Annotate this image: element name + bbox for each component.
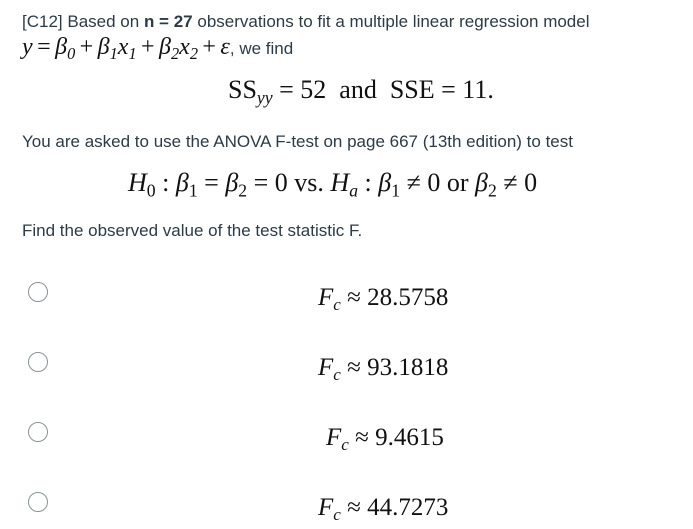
ss-yy: $SS_{yy}$	[228, 75, 273, 108]
choice-4-value: $F_c \approx 44.7273$	[318, 494, 449, 525]
intro-text-1: Based on	[67, 12, 140, 31]
ha-colon: :	[364, 168, 372, 197]
h0: $H_0$	[128, 168, 156, 201]
choice-3-radio[interactable]	[28, 422, 48, 442]
ha-beta2: $\beta_2$	[475, 168, 497, 201]
intro-text-2: observations to fit a multiple linear regression model	[197, 12, 590, 31]
epsilon: ε	[220, 34, 230, 60]
h0-colon: :	[162, 168, 170, 197]
ha: $H_a$	[330, 168, 359, 201]
h0-beta2: $\beta_2$	[225, 168, 248, 201]
model-lhs: y	[22, 34, 33, 60]
plus-1: +	[79, 34, 94, 60]
choice-1-radio[interactable]	[28, 282, 48, 302]
choice-2-radio[interactable]	[28, 352, 48, 372]
prompt-text: Find the observed value of the test statistic F.	[22, 221, 363, 240]
vs-text: vs.	[294, 168, 324, 197]
ss-yy-value: = 52	[279, 75, 327, 104]
ha-beta1: $\beta_1$	[378, 168, 401, 201]
question-intro	[22, 12, 590, 32]
model-eq: =	[37, 34, 51, 60]
beta2-x2: $\beta_2x_2$	[159, 34, 198, 63]
choice-2-value: $F_c \approx 93.1818$	[318, 354, 449, 385]
instruction-text: You are asked to use the ANOVA F-test on page 667 (13th edition) to test	[22, 132, 573, 151]
ha-ne2: ≠ 0	[503, 168, 538, 197]
question-tag: [C12]	[22, 12, 63, 31]
stats-line	[228, 75, 494, 108]
plus-3: +	[202, 34, 216, 60]
choice-3-value: $F_c \approx 9.4615$	[326, 424, 444, 455]
ha-ne1: ≠ 0	[406, 168, 441, 197]
stats-and: and	[339, 75, 377, 104]
or-text: or	[446, 168, 469, 197]
choice-1-value: $F_c \approx 28.5758$	[318, 284, 449, 315]
h0-eq2: = 0	[253, 168, 288, 197]
beta0: $\beta_0$	[55, 34, 76, 63]
h0-eq1: =	[204, 168, 219, 197]
sample-size: n = 27	[143, 12, 193, 31]
h0-beta1: $\beta_1$	[175, 168, 198, 201]
plus-2: +	[141, 34, 155, 60]
choice-4-radio[interactable]	[28, 492, 48, 512]
hypothesis-line	[128, 168, 538, 201]
model-tail: , we find	[229, 39, 294, 58]
sse-value: SSE = 11.	[389, 75, 494, 104]
beta1-x1: $\beta_1x_1$	[97, 34, 137, 63]
model-equation	[22, 34, 293, 61]
